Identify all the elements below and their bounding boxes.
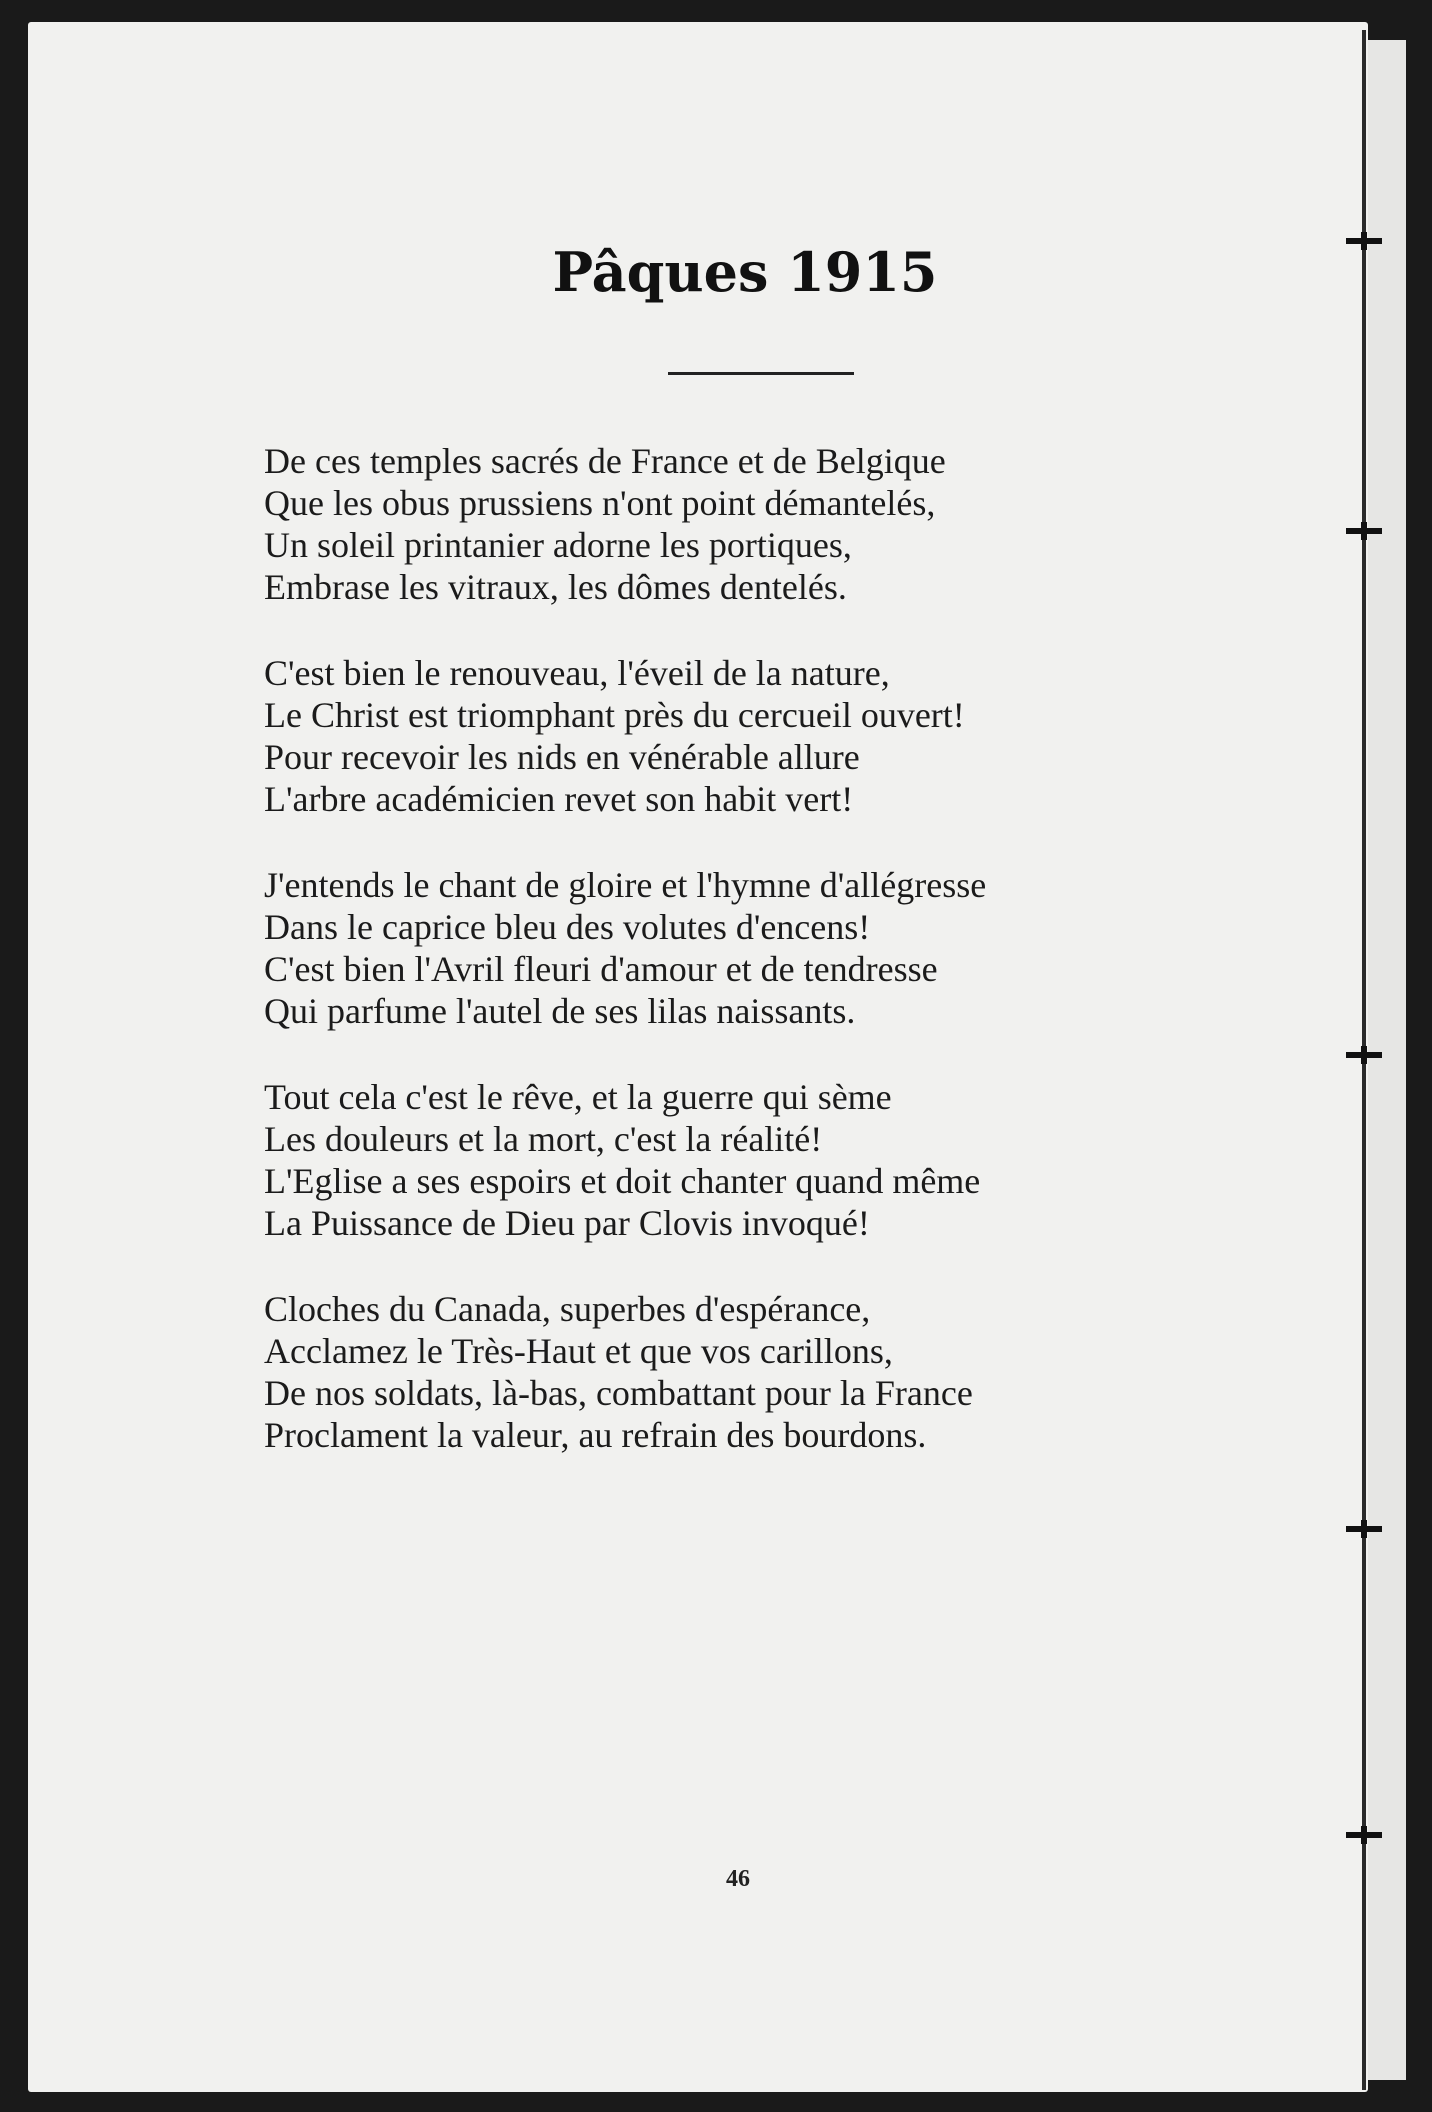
stanza <box>264 1076 1164 1244</box>
poem-line: L'Eglise a ses espoirs et doit chanter quand même <box>264 1161 981 1201</box>
stanza <box>264 864 1164 1032</box>
poem-line: J'entends le chant de gloire et l'hymne d'allégresse <box>264 865 987 905</box>
poem-line: Cloches du Canada, superbes d'espérance, <box>264 1289 871 1329</box>
poem-line: De ces temples sacrés de France et de Belgique <box>264 441 946 481</box>
binding-stitch-icon <box>1344 1826 1384 1844</box>
poem-line: La Puissance de Dieu par Clovis invoqué! <box>264 1203 870 1243</box>
poem-line: Le Christ est triomphant près du cercueil ouvert! <box>264 695 965 735</box>
poem-line: Acclamez le Très-Haut et que vos carillons, <box>264 1331 893 1371</box>
poem-line: Qui parfume l'autel de ses lilas naissants. <box>264 991 856 1031</box>
poem-line: Tout cela c'est le rêve, et la guerre qui sème <box>264 1077 892 1117</box>
stanza <box>264 440 1164 608</box>
poem <box>264 440 1164 1500</box>
stanza <box>264 1288 1164 1456</box>
poem-line: C'est bien le renouveau, l'éveil de la nature, <box>264 653 890 693</box>
poem-line: Embrase les vitraux, les dômes dentelés. <box>264 567 847 607</box>
poem-line: Les douleurs et la mort, c'est la réalité! <box>264 1119 823 1159</box>
poem-line: Que les obus prussiens n'ont point démantelés, <box>264 483 936 523</box>
page-number: 46 <box>726 1866 750 1892</box>
title-divider <box>668 372 854 375</box>
binding-stitch-icon <box>1344 1046 1384 1064</box>
poem-line: Un soleil printanier adorne les portiques, <box>264 525 852 565</box>
poem-line: Dans le caprice bleu des volutes d'encens! <box>264 907 871 947</box>
binding-stitch-icon <box>1344 522 1384 540</box>
poem-line: L'arbre académicien revet son habit vert! <box>264 779 854 819</box>
stanza <box>264 652 1164 820</box>
binding-stitch-icon <box>1344 1520 1384 1538</box>
poem-line: C'est bien l'Avril fleuri d'amour et de tendresse <box>264 949 938 989</box>
poem-line: Proclament la valeur, au refrain des bourdons. <box>264 1415 927 1455</box>
poem-line: Pour recevoir les nids en vénérable allure <box>264 737 860 777</box>
page-title: Pâques 1915 <box>552 240 938 304</box>
poem-line: De nos soldats, là-bas, combattant pour la France <box>264 1373 973 1413</box>
